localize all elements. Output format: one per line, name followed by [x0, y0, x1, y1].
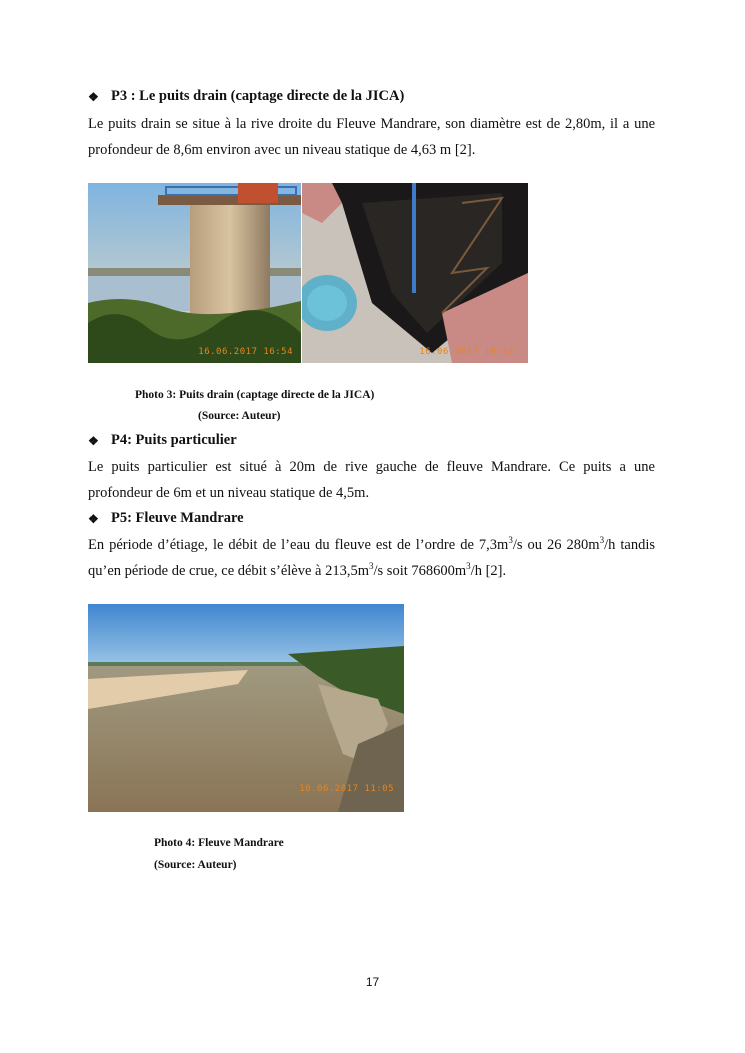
paragraph-p5 — [88, 532, 655, 584]
section-heading-p5-text: P5: Fleuve Mandrare — [111, 510, 244, 526]
paragraph-p4-line1: Le puits particulier est situé à 20m de rive gauche de fleuve Mandrare. Ce puits a une — [88, 459, 655, 475]
paragraph-p5-line2: qu’en période de crue, ce débit s’élève à $213,5m^3/s$ soit $768600m^3/h$ [2]. — [88, 561, 507, 579]
section-heading-p3-text: P3 : Le puits drain (captage directe de la JICA) — [111, 88, 405, 104]
paragraph-p3-line1: Le puits drain se situe à la rive droite du Fleuve Mandrare, son diamètre est de 2,80m, il a une — [88, 116, 655, 132]
well-interior-image — [302, 183, 528, 363]
paragraph-p3 — [88, 111, 655, 163]
section-heading-p5 — [88, 510, 244, 527]
photo-3-left-water-tower — [88, 183, 301, 363]
photo-3-left-date-stamp: 16.06.2017 16:54 — [198, 347, 293, 357]
section-heading-p4-text: P4: Puits particulier — [111, 432, 237, 448]
page-number: 17 — [365, 975, 380, 989]
section-heading-p3 — [88, 88, 404, 105]
photo-4-fleuve-mandrare — [88, 604, 404, 812]
photo-4-caption: Photo 4: Fleuve Mandrare — [154, 837, 284, 849]
photo-3-right-date-stamp: 16.06.2017 16:57 — [419, 347, 514, 357]
photo-4-date-stamp: 16.06.2017 11:05 — [299, 784, 394, 794]
paragraph-p4 — [88, 454, 655, 506]
section-heading-p4 — [88, 432, 237, 449]
photo-3-caption: Photo 3: Puits drain (captage directe de la JICA) — [135, 389, 375, 401]
river-image — [88, 604, 404, 812]
water-tower-image — [88, 183, 301, 363]
diamond-bullet-icon: ❖ — [88, 89, 99, 104]
photo-3-right-well-interior — [302, 183, 528, 363]
paragraph-p3-line2: profondeur de 8,6m environ avec un niveau statique de 4,63 m [2]. — [88, 142, 476, 158]
diamond-bullet-icon: ❖ — [88, 433, 99, 448]
photo-3-source: (Source: Auteur) — [198, 410, 281, 422]
paragraph-p4-line2: profondeur de 6m et un niveau statique de 4,5m. — [88, 485, 370, 501]
paragraph-p5-line1: En période d’étiage, le débit de l’eau du fleuve est de l’ordre de $7,3m^3/s$ ou 26 $280m^3/h$ tandis — [88, 535, 655, 553]
diamond-bullet-icon: ❖ — [88, 511, 99, 526]
photo-4-source: (Source: Auteur) — [154, 859, 237, 871]
